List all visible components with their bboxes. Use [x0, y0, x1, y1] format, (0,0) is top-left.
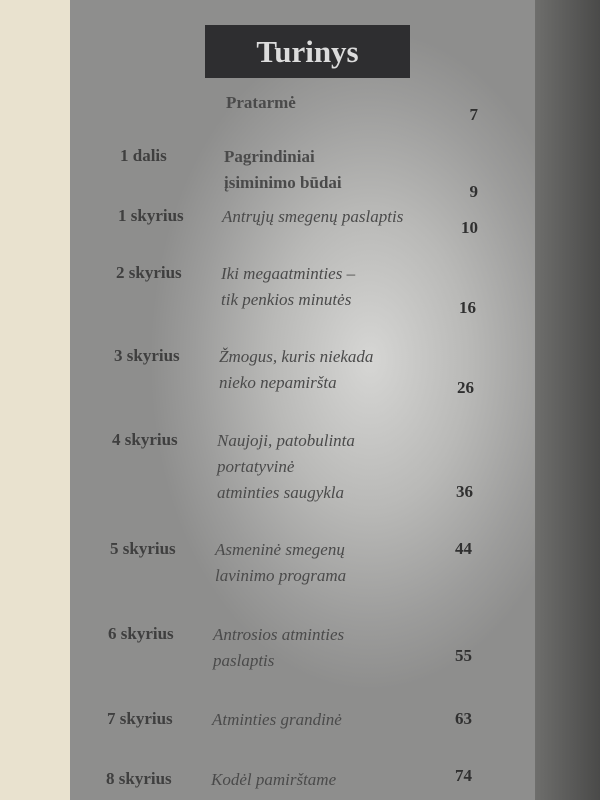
entry-page: 55 — [455, 646, 472, 665]
entry-title — [221, 261, 355, 313]
title-line: Iki megaatminties – — [221, 264, 356, 283]
title-line: Naujoji, patobulinta — [217, 431, 355, 450]
entry-page: 26 — [457, 378, 474, 397]
book-edge — [535, 0, 600, 800]
entry-title — [219, 344, 373, 396]
entry-label: 3 skyrius — [114, 346, 180, 365]
title-line: tik penkios minutės — [221, 290, 352, 309]
title-line: atminties saugykla — [217, 483, 345, 502]
entry-title: Atminties grandinė — [212, 710, 342, 729]
entry-label: 1 skyrius — [118, 206, 184, 225]
title-line: nieko nepamiršta — [219, 373, 337, 392]
entry-title: Kodėl pamirštame — [211, 770, 337, 789]
entry-label: 6 skyrius — [108, 624, 174, 643]
entry-label: 5 skyrius — [110, 539, 176, 558]
entry-page: 16 — [459, 298, 476, 317]
entry-title: Pratarmė — [226, 93, 296, 112]
entry-label: 8 skyrius — [106, 769, 172, 788]
entry-label: 4 skyrius — [112, 430, 178, 449]
title-line: lavinimo programa — [215, 566, 347, 585]
entry-page: 63 — [455, 709, 472, 728]
title-line: portatyvinė — [217, 457, 295, 476]
entry-label: 7 skyrius — [107, 709, 173, 728]
toc-title: Turinys — [205, 25, 410, 78]
title-line: Antrosios atminties — [213, 625, 345, 644]
title-line: Žmogus, kuris niekada — [219, 347, 374, 366]
entry-label: 2 skyrius — [116, 263, 182, 282]
entry-title: Antrųjų smegenų paslaptis — [222, 207, 404, 226]
entry-title — [224, 144, 342, 196]
entry-title — [213, 622, 344, 674]
title-line: paslaptis — [213, 651, 275, 670]
entry-page: 10 — [461, 218, 478, 237]
title-line: Asmeninė smegenų — [215, 540, 345, 559]
entry-page: 7 — [469, 105, 478, 124]
title-line: Pagrindiniai — [224, 147, 315, 166]
entry-page: 44 — [455, 539, 472, 558]
entry-title — [217, 428, 355, 506]
title-line: įsiminimo būdai — [224, 173, 342, 192]
entry-page: 9 — [469, 182, 478, 201]
entry-label: 1 dalis — [120, 146, 167, 165]
entry-title — [215, 537, 346, 589]
entry-page: 74 — [455, 766, 472, 785]
entry-page: 36 — [456, 482, 473, 501]
